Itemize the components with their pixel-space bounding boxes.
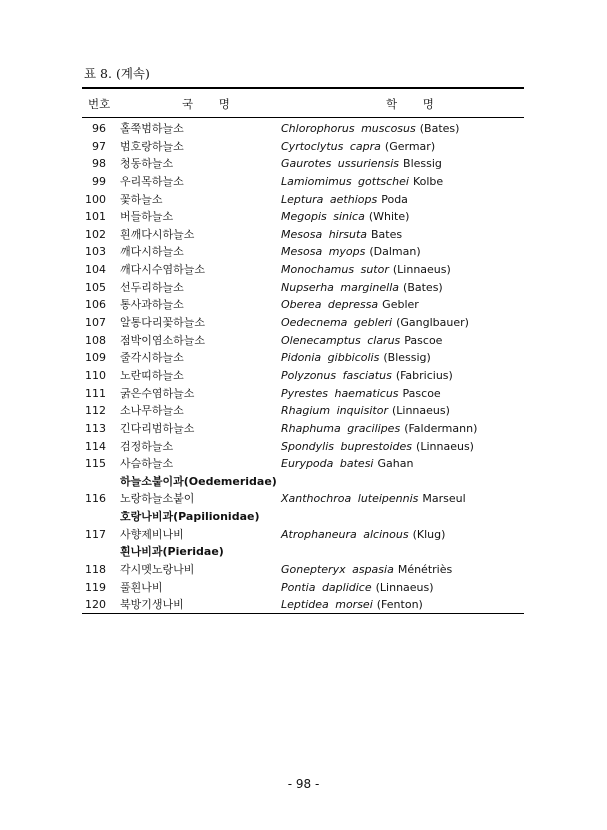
table-row <box>0 490 607 508</box>
row-number: 111 <box>85 386 106 400</box>
scientific-name-cell <box>281 349 431 367</box>
scientific-name-cell <box>281 508 285 526</box>
row-number: 120 <box>85 598 106 612</box>
korean-name: 풀흰나비 <box>120 580 163 594</box>
korean-name: 깨다시하늘소 <box>120 245 184 259</box>
table-row <box>0 155 607 173</box>
row-number: 112 <box>85 404 106 418</box>
authority: Gebler <box>382 298 419 312</box>
scientific-name: Leptura aethiops <box>281 192 378 206</box>
korean-name: 굵은수염하늘소 <box>120 386 195 400</box>
scientific-name: Polyzonus fasciatus <box>281 368 392 382</box>
korean-name: 노랑하늘소붙이 <box>120 492 195 506</box>
scientific-name: Cyrtoclytus capra <box>281 139 381 153</box>
scientific-name-cell <box>281 402 450 420</box>
scientific-name-cell <box>281 120 459 138</box>
table-row <box>0 279 607 297</box>
authority: (Linnaeus) <box>416 439 474 453</box>
scientific-name: Xanthochroa luteipennis <box>281 492 419 506</box>
korean-name: 소나무하늘소 <box>120 404 184 418</box>
row-number: 109 <box>85 351 106 365</box>
page-number: - 98 - <box>287 777 320 791</box>
korean-name: 꽃하늘소 <box>120 192 163 206</box>
authority: (Faldermann) <box>404 421 478 435</box>
table-row <box>0 420 607 438</box>
scientific-name-cell <box>281 596 423 614</box>
row-number: 119 <box>85 580 106 594</box>
authority: (Linnaeus) <box>375 580 434 594</box>
row-number: 106 <box>85 298 106 312</box>
scientific-name: Rhaphuma gracilipes <box>281 421 401 435</box>
scientific-name: Oberea depressa <box>281 298 379 312</box>
korean-name: 점박이염소하늘소 <box>120 333 206 347</box>
row-number: 116 <box>85 492 106 506</box>
table-row <box>0 579 607 597</box>
table-row <box>0 438 607 456</box>
scientific-name-cell <box>281 455 413 473</box>
authority: Blessig <box>403 157 442 171</box>
scientific-name: Monochamus sutor <box>281 263 389 277</box>
korean-name: 사향제비나비 <box>120 527 184 541</box>
scientific-name-cell <box>281 579 434 597</box>
korean-name: 청동하늘소 <box>120 157 174 171</box>
authority: Pascoe <box>404 333 443 347</box>
table-row <box>0 138 607 156</box>
family-name: 하늘소붙이과(Oedemeridae) <box>120 474 277 488</box>
authority: Ménétriès <box>397 563 453 577</box>
korean-name: 각시멧노랑나비 <box>120 563 195 577</box>
scientific-name-cell <box>281 173 443 191</box>
family-heading-row <box>0 508 607 526</box>
table-row <box>0 526 607 544</box>
authority: Marseul <box>422 492 466 506</box>
row-number: 97 <box>92 139 106 153</box>
scientific-name-cell <box>281 385 441 403</box>
korean-name: 홀쭉범하늘소 <box>120 122 184 135</box>
table-bottom-rule <box>82 613 524 614</box>
authority: Pascoe <box>402 386 441 400</box>
scientific-name-cell <box>281 367 453 385</box>
authority: (Ganglbauer) <box>396 316 469 330</box>
table-row <box>0 243 607 261</box>
scientific-name-cell <box>281 473 285 491</box>
korean-name: 긴다리범하늘소 <box>120 421 195 435</box>
authority: (Bates) <box>419 122 460 135</box>
table-row <box>0 332 607 350</box>
scientific-name-cell <box>281 490 466 508</box>
authority: (Fenton) <box>376 598 423 612</box>
scientific-name-cell <box>281 191 408 209</box>
scientific-name: Atrophaneura alcinous <box>281 527 409 541</box>
scientific-name-cell <box>281 296 419 314</box>
korean-name: 깨다시수염하늘소 <box>120 263 206 277</box>
scientific-name-cell <box>281 332 442 350</box>
table-row <box>0 385 607 403</box>
row-number: 104 <box>85 263 106 277</box>
row-number: 102 <box>85 227 106 241</box>
header-scientific-name: 학 명 <box>386 97 434 111</box>
row-number: 105 <box>85 280 106 294</box>
scientific-name-cell <box>281 314 469 332</box>
table-row <box>0 455 607 473</box>
row-number: 117 <box>85 527 106 541</box>
table-caption: 표 8. (계속) <box>84 66 150 81</box>
table-row <box>0 314 607 332</box>
table-row <box>0 349 607 367</box>
family-name: 호랑나비과(Papilionidae) <box>120 510 260 524</box>
scientific-name: Megopis sinica <box>281 210 365 224</box>
scientific-name: Lamiomimus gottschei <box>281 174 409 188</box>
table-row <box>0 561 607 579</box>
row-number: 100 <box>85 192 106 206</box>
table-row <box>0 296 607 314</box>
korean-name: 우리목하늘소 <box>120 174 184 188</box>
row-number: 115 <box>85 457 106 471</box>
korean-name: 검정하늘소 <box>120 439 174 453</box>
authority: (Linnaeus) <box>392 263 451 277</box>
scientific-name-cell <box>281 420 477 438</box>
authority: (Blessig) <box>383 351 431 365</box>
scientific-name: Chlorophorus muscosus <box>281 122 416 135</box>
scientific-name: Mesosa myops <box>281 245 366 259</box>
table-row <box>0 226 607 244</box>
row-number: 98 <box>92 157 106 171</box>
scientific-name-cell <box>281 543 285 561</box>
row-number: 107 <box>85 316 106 330</box>
authority: (Klug) <box>412 527 446 541</box>
table-header-rule <box>82 117 524 118</box>
korean-name: 사슴하늘소 <box>120 457 174 471</box>
row-number: 96 <box>92 122 106 135</box>
scientific-name-cell <box>281 226 402 244</box>
scientific-name: Gonepteryx aspasia <box>281 563 394 577</box>
scientific-name: Pontia daplidice <box>281 580 372 594</box>
authority: (Dalman) <box>369 245 421 259</box>
authority: Bates <box>371 227 403 241</box>
scientific-name-cell <box>281 438 474 456</box>
row-number: 103 <box>85 245 106 259</box>
table-row <box>0 120 607 138</box>
family-name: 흰나비과(Pieridae) <box>120 545 224 559</box>
row-number: 101 <box>85 210 106 224</box>
table-row <box>0 191 607 209</box>
scientific-name: Spondylis buprestoides <box>281 439 413 453</box>
header-number: 번호 <box>88 97 111 111</box>
korean-name: 통사과하늘소 <box>120 298 184 312</box>
scientific-name: Gaurotes ussuriensis <box>281 157 400 171</box>
korean-name: 범호랑하늘소 <box>120 139 184 153</box>
korean-name: 북방기생나비 <box>120 598 184 612</box>
scientific-name: Mesosa hirsuta <box>281 227 367 241</box>
scientific-name-cell <box>281 138 435 156</box>
table-body <box>0 120 607 614</box>
scientific-name: Leptidea morsei <box>281 598 373 612</box>
family-heading-row <box>0 473 607 491</box>
scientific-name-cell <box>281 155 442 173</box>
table-row <box>0 261 607 279</box>
table-row <box>0 367 607 385</box>
scientific-name: Pyrestes haematicus <box>281 386 399 400</box>
row-number: 110 <box>85 368 106 382</box>
authority: (White) <box>368 210 410 224</box>
scientific-name: Nupserha marginella <box>281 280 400 294</box>
scientific-name: Olenecamptus clarus <box>281 333 401 347</box>
korean-name: 선두리하늘소 <box>120 280 184 294</box>
scientific-name: Pidonia gibbicolis <box>281 351 380 365</box>
korean-name: 노란띠하늘소 <box>120 368 184 382</box>
scientific-name: Oedecnema gebleri <box>281 316 393 330</box>
scientific-name-cell <box>281 561 452 579</box>
scientific-name-cell <box>281 208 409 226</box>
table-top-rule <box>82 87 524 89</box>
header-korean-name: 국 명 <box>182 97 230 111</box>
authority: (Linnaeus) <box>391 404 450 418</box>
family-heading-row <box>0 543 607 561</box>
row-number: 113 <box>85 421 106 435</box>
authority: (Bates) <box>403 280 443 294</box>
scientific-name: Eurypoda batesi <box>281 457 374 471</box>
table-row <box>0 596 607 614</box>
authority: Kolbe <box>412 174 444 188</box>
scientific-name-cell <box>281 279 443 297</box>
korean-name: 줄각시하늘소 <box>120 351 184 365</box>
authority: Gahan <box>377 457 414 471</box>
authority: (Germar) <box>384 139 436 153</box>
row-number: 99 <box>92 174 106 188</box>
scientific-name-cell <box>281 526 445 544</box>
table-row <box>0 208 607 226</box>
scientific-name-cell <box>281 261 451 279</box>
authority: Poda <box>381 192 408 206</box>
korean-name: 흰깨다시하늘소 <box>120 227 195 241</box>
authority: (Fabricius) <box>395 368 453 382</box>
scientific-name: Rhagium inquisitor <box>281 404 388 418</box>
row-number: 108 <box>85 333 106 347</box>
korean-name: 버들하늘소 <box>120 210 174 224</box>
scientific-name-cell <box>281 243 421 261</box>
table-row <box>0 173 607 191</box>
row-number: 118 <box>85 563 106 577</box>
table-row <box>0 402 607 420</box>
korean-name: 알통다리꽃하늘소 <box>120 316 206 330</box>
row-number: 114 <box>85 439 106 453</box>
